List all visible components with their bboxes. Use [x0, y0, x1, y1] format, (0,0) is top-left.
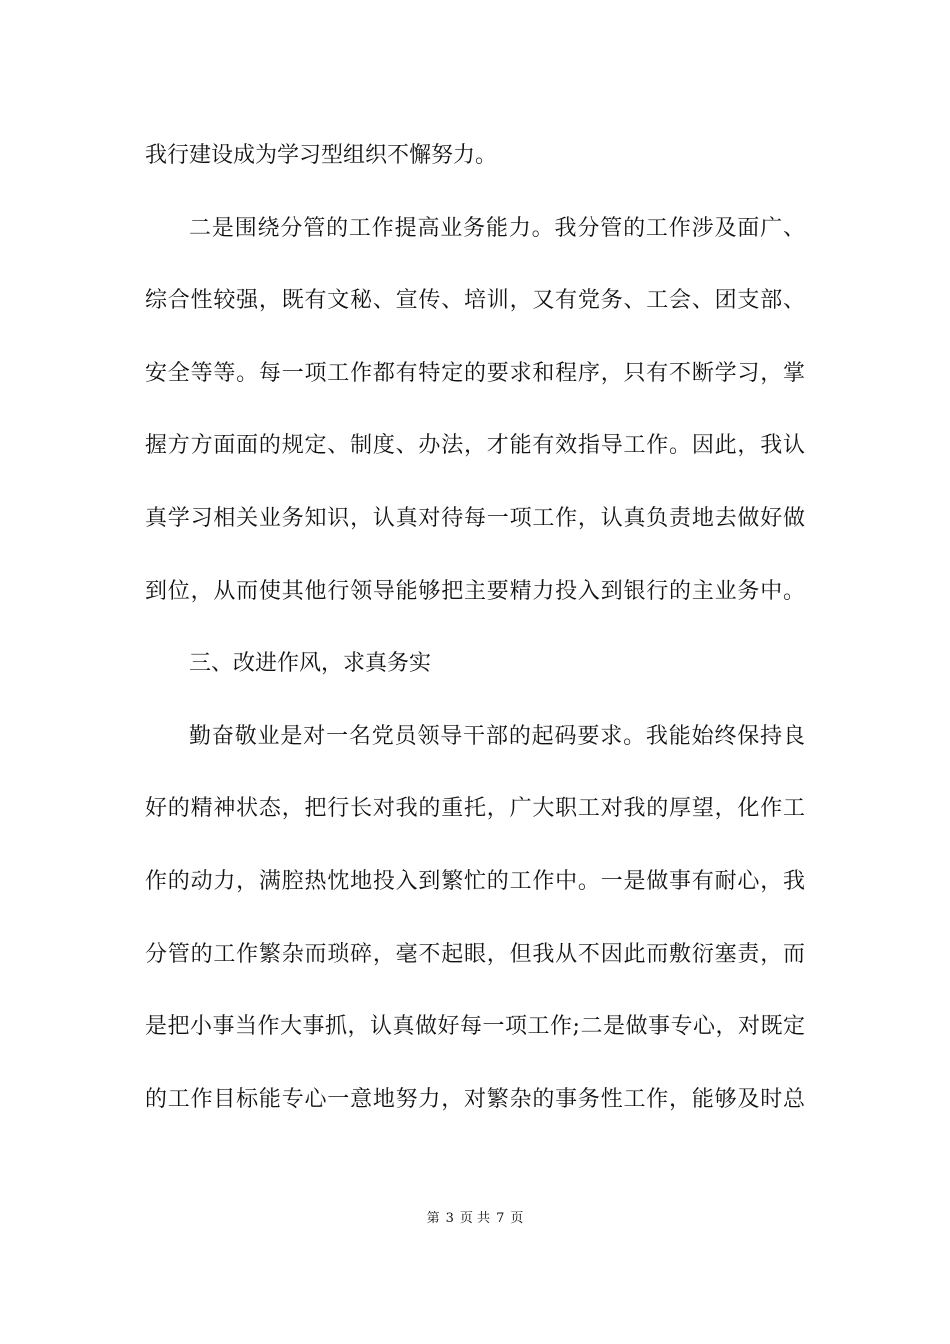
footer-prefix: 第 [426, 1211, 440, 1226]
section-heading: 三、改进作风，求真务实 [189, 651, 432, 677]
text-line: 分管的工作繁杂而琐碎，毫不起眼，但我从不因此而敷衍塞责，而 [145, 941, 805, 967]
footer-middle: 页 共 [459, 1211, 491, 1226]
total-pages-number: 7 [496, 1211, 505, 1226]
text-line: 到位，从而使其他行领导能够把主要精力投入到银行的主业务中。 [145, 578, 805, 604]
text-line: 真学习相关业务知识，认真对待每一项工作，认真负责地去做好做 [145, 505, 805, 531]
text-line: 握方方面面的规定、制度、办法，才能有效指导工作。因此，我认 [145, 433, 805, 459]
text-line: 是把小事当作大事抓，认真做好每一项工作;二是做事专心，对既定 [145, 1014, 805, 1040]
current-page-number: 3 [445, 1211, 454, 1226]
body-text [145, 130, 805, 1146]
text-line: 我行建设成为学习型组织不懈努力。 [145, 143, 498, 168]
page-number-footer [0, 1209, 950, 1229]
text-line: 作的动力，满腔热忱地投入到繁忙的工作中。一是做事有耐心，我 [145, 868, 805, 894]
text-line: 的工作目标能专心一意地努力，对繁杂的事务性工作，能够及时总 [145, 1086, 805, 1112]
text-line: 安全等等。每一项工作都有特定的要求和程序，只有不断学习，掌 [145, 360, 805, 386]
text-line: 二是围绕分管的工作提高业务能力。我分管的工作涉及面广、 [189, 215, 805, 241]
text-line: 好的精神状态，把行长对我的重托，广大职工对我的厚望，化作工 [145, 796, 805, 822]
text-line: 综合性较强，既有文秘、宣传、培训，又有党务、工会、团支部、 [145, 288, 805, 314]
footer-suffix: 页 [510, 1211, 524, 1226]
text-line: 勤奋敬业是对一名党员领导干部的起码要求。我能始终保持良 [189, 723, 805, 749]
